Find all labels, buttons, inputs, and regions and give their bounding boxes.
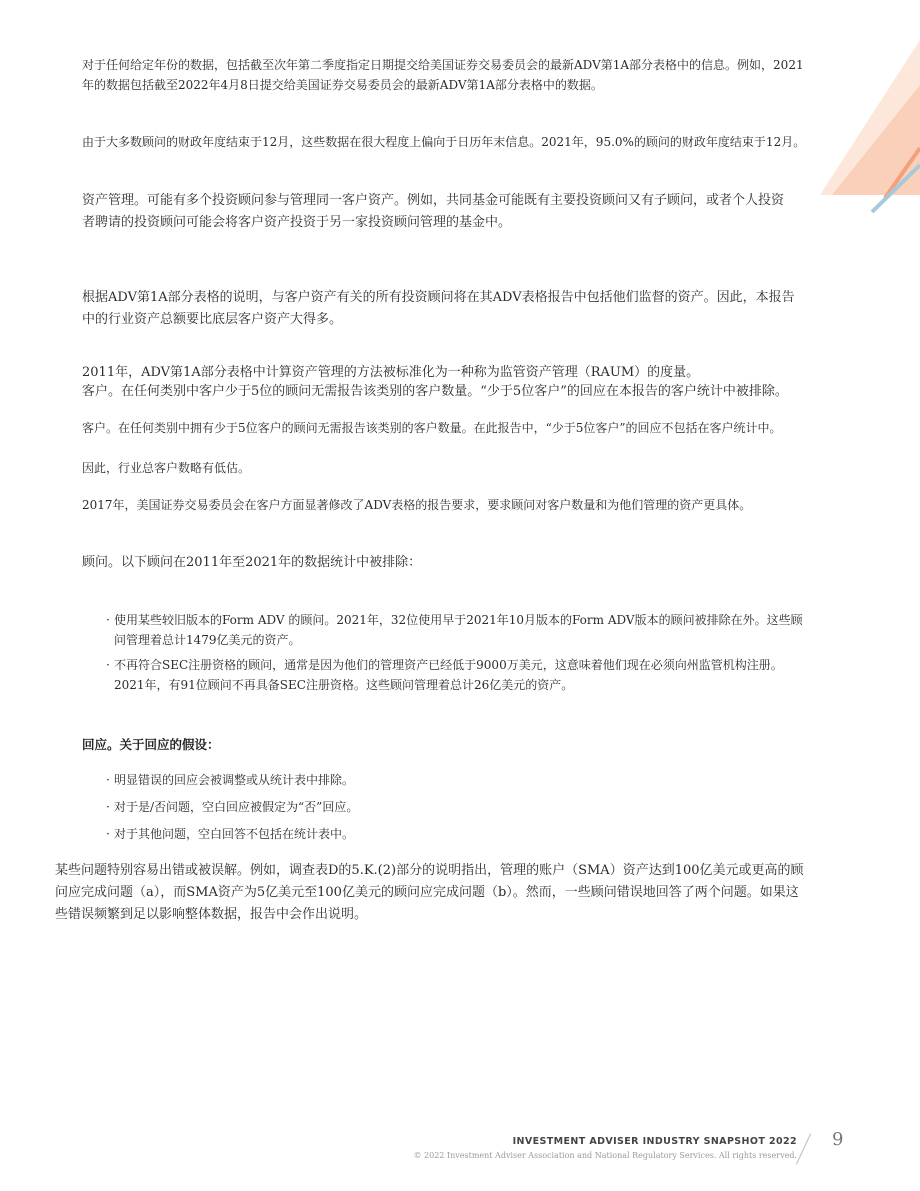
2017-change-paragraph: 2017年，美国证券交易委员会在客户方面显著修改了ADV表格的报告要求，要求顾问对客户数量和为他们管理的资产更具体。 xyxy=(82,498,752,512)
bullet-icon: · xyxy=(106,827,110,841)
response-bullet-errors xyxy=(106,770,806,790)
excluded-bullet-sec-eligibility xyxy=(106,655,806,695)
fiscal-year-paragraph: 由于大多数顾问的财政年度结束于12月，这些数据在很大程度上偏向于日历年末信息。2021年，95.0%的顾问的财政年度结束于12月。 xyxy=(82,135,806,149)
footer-copyright: © 2022 Investment Adviser Association and National Regulatory Services. All rights reserved. xyxy=(413,1151,797,1160)
bullet-icon: · xyxy=(106,773,110,787)
data-period-paragraph: 对于任何给定年份的数据，包括截至次年第二季度指定日期提交给美国证券交易委员会的最新ADV第1A部分表格中的信息。例如，2021年的数据包括截至2022年4月8日提交给美国证券交易委员会的最新ADV第1A部分表格中的数据。 xyxy=(82,58,804,92)
clients-paragraph: 客户。在任何类别中拥有少于5位客户的顾问无需报告该类别的客户数量。在此报告中，“少于5位客户”的回应不包括在客户统计中。 xyxy=(82,421,782,435)
clients-underestimate-note: 因此，行业总客户数略有低估。 xyxy=(82,461,251,475)
errors-paragraph: 某些问题特别容易出错或被误解。例如，调查表D的5.K.(2)部分的说明指出，管理的账户（SMA）资产达到100亿美元或更高的顾问应完成问题（a），而SMA资产为5亿美元至100亿美元的顾问应完成问题（b）。然而，一些顾问错误地回答了两个问题。如果这些错误频繁到足以影响整体数据，报告中会作出说明。 xyxy=(55,863,804,922)
asset-management-paragraph: 资产管理。可能有多个投资顾问参与管理同一客户资产。例如，共同基金可能既有主要投资顾问又有子顾问，或者个人投资者聘请的投资顾问可能会将客户资产投资于另一家投资顾问管理的基金中。 xyxy=(82,193,785,230)
excluded-bullet-text: 使用某些较旧版本的Form ADV 的顾问。2021年，32位使用早于2021年10月版本的Form ADV版本的顾问被排除在外。这些顾问管理着总计1479亿美元的资产。 xyxy=(114,613,803,647)
clients-summary-paragraph: 客户。在任何类别中客户少于5位的顾问无需报告该类别的客户数量。“少于5位客户”的回应在本报告的客户统计中被排除。 xyxy=(82,384,788,399)
excluded-bullet-old-form xyxy=(106,610,806,650)
bullet-icon: · xyxy=(106,800,110,814)
response-bullet-other xyxy=(106,824,806,844)
bullet-icon: · xyxy=(106,613,110,627)
excluded-bullet-text: 不再符合SEC注册资格的顾问，通常是因为他们的管理资产已经低于9000万美元，这意味着他们现在必须向州监管机构注册。2021年，有91位顾问不再具备SEC注册资格。这些顾问管理着总计26亿美元的资产。 xyxy=(114,658,783,692)
footer-title: INVESTMENT ADVISER INDUSTRY SNAPSHOT 2022 xyxy=(512,1136,797,1147)
response-bullet-yes-no xyxy=(106,797,806,817)
page-number: 9 xyxy=(832,1129,844,1150)
response-bullet-text: 明显错误的回应会被调整或从统计表中排除。 xyxy=(114,773,355,787)
footer-divider xyxy=(796,1133,811,1164)
corner-decoration xyxy=(820,40,920,220)
raum-paragraph: 2011年，ADV第1A部分表格中计算资产管理的方法被标准化为一种称为监管资产管理（RAUM）的度量。 xyxy=(82,365,700,380)
response-bullet-text: 对于是/否问题，空白回应被假定为“否”回应。 xyxy=(114,800,359,814)
adv-instructions-paragraph: 根据ADV第1A部分表格的说明，与客户资产有关的所有投资顾问将在其ADV表格报告中包括他们监督的资产。因此，本报告中的行业资产总额要比底层客户资产大得多。 xyxy=(82,290,795,327)
responses-heading: 回应。关于回应的假设： xyxy=(82,737,220,752)
advisers-excluded-heading: 顾问。以下顾问在2011年至2021年的数据统计中被排除： xyxy=(82,555,422,570)
response-bullet-text: 对于其他问题，空白回答不包括在统计表中。 xyxy=(114,827,355,841)
bullet-icon: · xyxy=(106,658,110,672)
